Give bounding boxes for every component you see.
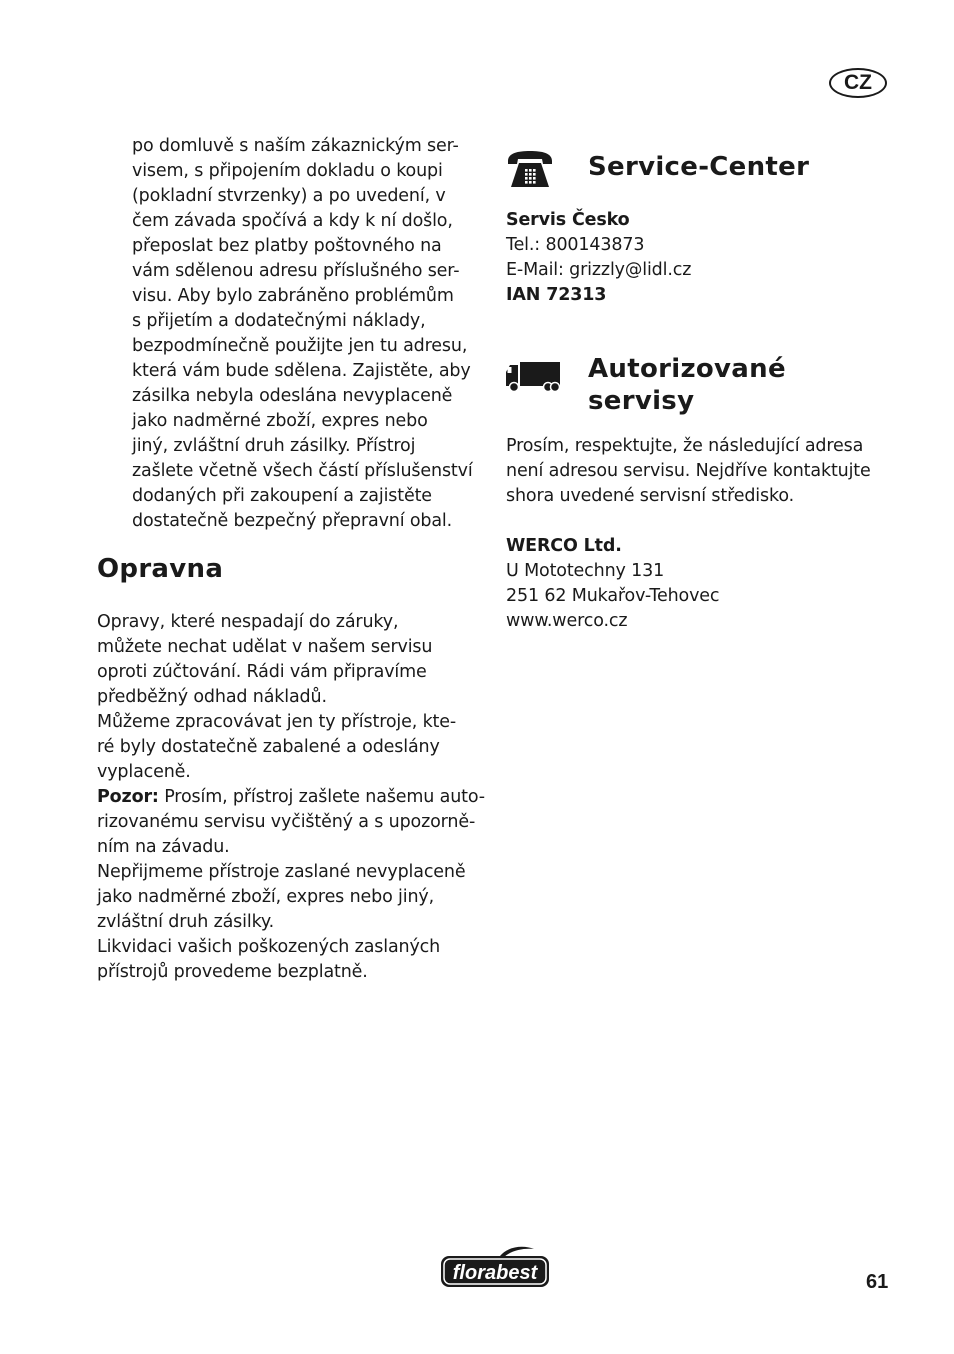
- text-line: jiný, zvláštní druh zásilky. Přístroj: [132, 436, 416, 456]
- address-line: U Mototechny 131: [506, 561, 665, 581]
- text-line: [97, 785, 485, 810]
- heading-line: Autorizované: [588, 354, 786, 384]
- text-line: čem závada spočívá a kdy k ní došlo,: [132, 211, 453, 231]
- text-line: Prosím, respektujte, že následující adresa: [506, 436, 864, 456]
- section-heading-opravna: Opravna: [97, 554, 224, 584]
- text-line: vyplaceně.: [97, 762, 191, 782]
- address-line: 251 62 Mukařov-Tehovec: [506, 586, 720, 606]
- text-line: (pokladní stvrzenky) a po uvedení, v: [132, 186, 446, 206]
- service-phone: Tel.: 800143873: [506, 235, 645, 255]
- page-number: 61: [866, 1271, 889, 1293]
- text-line: s přijetím a dodatečnými náklady,: [132, 311, 426, 331]
- text-line: jako nadměrné zboží, expres nebo jiný,: [97, 887, 435, 907]
- text-line: přístrojů provedeme bezplatně.: [97, 962, 368, 982]
- text-line: zvláštní druh zásilky.: [97, 912, 275, 932]
- werco-address: [506, 534, 719, 634]
- text-line: visu. Aby bylo zabráněno problémům: [132, 286, 454, 306]
- text-line: vám sdělenou adresu příslušného ser-: [132, 261, 460, 281]
- text-line: dodaných při zakoupení a zajistěte: [132, 486, 432, 506]
- florabest-logo: [438, 1244, 552, 1294]
- text-line: Nepřijmeme přístroje zaslané nevyplaceně: [97, 862, 466, 882]
- pozor-label: Pozor:: [97, 787, 159, 807]
- intro-paragraph: [132, 134, 473, 534]
- service-contact: [506, 208, 691, 308]
- text-line: ré byly dostatečně zabalené a odeslány: [97, 737, 440, 757]
- language-badge: CZ: [829, 68, 887, 98]
- text-line: která vám bude sdělena. Zajistěte, aby: [132, 361, 471, 381]
- text-line: po domluvě s naším zákaznickým ser-: [132, 136, 459, 156]
- truck-icon: [504, 360, 562, 396]
- section-heading-authorized-services: [588, 353, 786, 417]
- company-name: WERCO Ltd.: [506, 536, 622, 556]
- service-name: Servis Česko: [506, 210, 630, 230]
- text-line: Likvidaci vašich poškozených zaslaných: [97, 937, 441, 957]
- text-line: rizovanému servisu vyčištěný a s upozorně-: [97, 812, 476, 832]
- text-line: přeposlat bez platby poštovného na: [132, 236, 442, 256]
- text-line: Můžeme zpracovávat jen ty přístroje, kte-: [97, 712, 457, 732]
- service-email: E-Mail: grizzly@lidl.cz: [506, 260, 692, 280]
- text-line: můžete nechat udělat v našem servisu: [97, 637, 433, 657]
- pozor-text: Prosím, přístroj zašlete našemu auto-: [158, 787, 485, 807]
- ian-number: IAN 72313: [506, 285, 607, 305]
- telephone-icon: [505, 149, 555, 193]
- text-line: zašlete včetně všech částí příslušenství: [132, 461, 473, 481]
- text-line: zásilka nebyla odeslána nevyplaceně: [132, 386, 453, 406]
- authorized-services-note: [506, 434, 871, 509]
- text-line: visem, s připojením dokladu o koupi: [132, 161, 443, 181]
- text-line: Opravy, které nespadají do záruky,: [97, 612, 399, 632]
- section-heading-service-center: Service-Center: [588, 152, 810, 182]
- text-line: bezpodmínečně použijte jen tu adresu,: [132, 336, 468, 356]
- text-line: jako nadměrné zboží, expres nebo: [132, 411, 428, 431]
- opravna-paragraph: [97, 610, 485, 985]
- website-line: www.werco.cz: [506, 611, 628, 631]
- text-line: ním na závadu.: [97, 837, 230, 857]
- text-line: shora uvedené servisní středisko.: [506, 486, 795, 506]
- heading-line: servisy: [588, 386, 695, 416]
- text-line: oproti zúčtování. Rádi vám připravíme: [97, 662, 427, 682]
- text-line: není adresou servisu. Nejdříve kontaktujte: [506, 461, 871, 481]
- text-line: dostatečně bezpečný přepravní obal.: [132, 511, 453, 531]
- logo-text: florabest: [452, 1262, 538, 1284]
- text-line: předběžný odhad nákladů.: [97, 687, 327, 707]
